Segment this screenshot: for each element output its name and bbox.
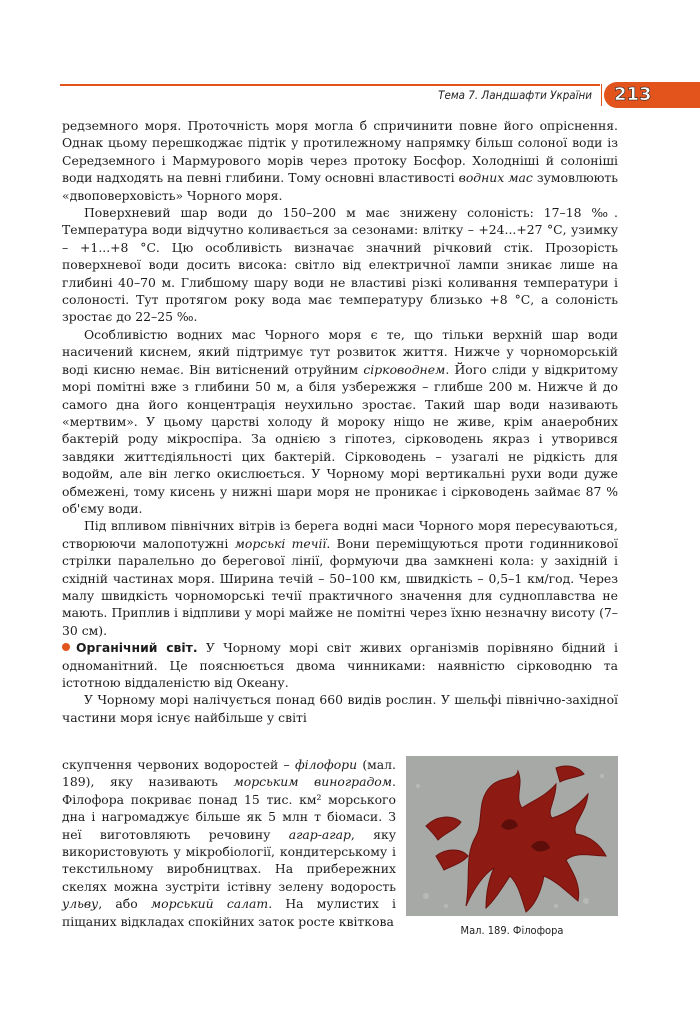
page-number: 213 bbox=[614, 84, 652, 105]
text-run: Під впливом північних вітрів із берега водні маси Чорного моря пересуваються, створюючи малопотужні bbox=[62, 518, 618, 551]
main-text bbox=[62, 117, 618, 726]
italic-term: морським виноградом bbox=[233, 774, 393, 790]
figure-phyllophora bbox=[406, 756, 618, 938]
text-run: редземного моря. Проточність моря могла б спричинити повне його опріснення. Однак цьому перешкоджає підтік у протилежному напрямку більш солоної води із Середземного і Мармурового морів через протоку Босфор. Холодніші й солоніші води надходять на певні глибини. Тому основні властивості bbox=[62, 118, 618, 186]
text-run: , яку використовують у мікробіології, кондитерському і текстильному виробництвах. На прибережних скелях можна зустріти істівну зелену водорость bbox=[62, 826, 396, 894]
body-paragraph bbox=[62, 117, 618, 204]
topic-title: Тема 7. Ландшафти України bbox=[438, 88, 592, 102]
italic-term: ульву bbox=[62, 896, 99, 912]
italic-term: агар-агар bbox=[288, 826, 351, 842]
text-run: зумовлюють «двоповерховість» Чорного моря. bbox=[62, 170, 618, 203]
section-paragraph bbox=[62, 639, 618, 691]
figure-caption: Мал. 189. Філофора bbox=[460, 924, 564, 937]
text-run: скупчення червоних водоростей – bbox=[62, 757, 295, 772]
text-run: . На мулистих і піщаних відкладах спокійних заток росте квіткова bbox=[62, 896, 397, 929]
italic-term: філофори bbox=[294, 757, 358, 772]
paragraph-list bbox=[62, 117, 618, 639]
phyllophora-photo bbox=[406, 756, 618, 916]
text-run: Поверхневий шар води до 150–200 м має знижену солоність: 17–18 ‰. Температура води відчутно коливається за сезонами: влітку – +24...+27 °С, узимку – +1...+8 °С. Цю особливість визначає значний річковий стік. Прозорість поверхневої води досить висока: світло від електричної лампи зникає лише на глибині 40–70 м. Глибшому шару води не властиві різкі коливання температури і солоності. Тут протягом року вода має температуру близько +8 °С, а солоність зростає до 22–25 ‰. bbox=[62, 205, 618, 325]
body-paragraph bbox=[62, 204, 618, 326]
section-text: У Чорному морі світ живих організмів порівняно бідний і одноманітний. Це пояснюється двома чинниками: наявністю сірководню та істотною віддаленістю від Океану. bbox=[62, 640, 618, 690]
text-run: . Вони переміщуються проти годинникової стрілки паралельно до берегової лінії, формуючи два замкнені кола: у західній і східній частинах моря. Ширина течій – 50–100 км, швидкість – 0,5–1 км/год. Через малу швидкість чорноморські течії практичного значення для судноплавства не мають. Приплив і відпливи у морі майже не помітні через їхню незначну висоту (7–30 см). bbox=[62, 535, 618, 638]
flora-paragraph-text bbox=[62, 756, 396, 930]
bullet-icon bbox=[62, 643, 70, 651]
italic-term: морський салат bbox=[150, 896, 269, 912]
italic-term: морські течії bbox=[234, 535, 327, 551]
text-run: . Його сліди у відкритому морі помітні вже з глибини 50 м, а біля узбережжя – глибше 200 м. Нижче й до самого дна його концентрація неухильно зростає. Такий шар води називають «мертвим». У цьому царстві холоду й мороку ніщо не живе, крім анаеробних бактерій роду мікроспіра. За однією з гіпотез, сірководень якраз і утворився завдяки життєдіяльності цих бактерій. Сірководень – узагалі не рідкість для водойм, але він легко окислюється. У Чорному морі вертикальні рухи води дуже обмежені, тому кисень у нижні шари моря не проникає і сірководень займає 87 % об'єму води. bbox=[62, 361, 618, 516]
text-run: (мал. 189), яку називають bbox=[62, 757, 396, 790]
text-run: . Філофора покриває понад 15 тис. км² морського дна і нагромаджує більше як 5 млн т біомаси. З неї виготовляють речовину bbox=[62, 774, 396, 842]
header-divider bbox=[601, 84, 602, 106]
text-run: , або bbox=[98, 896, 151, 912]
header-rule bbox=[60, 84, 600, 86]
body-paragraph bbox=[62, 517, 618, 639]
body-paragraph bbox=[62, 326, 618, 517]
flora-paragraph bbox=[62, 756, 396, 930]
italic-term: сірководнем bbox=[363, 361, 446, 377]
flora-intro: У Чорному морі налічується понад 660 видів рослин. У шельфі північно-західної частини моря існує найбільше у світі bbox=[62, 692, 618, 725]
section-heading: Органічний світ. bbox=[76, 640, 198, 656]
italic-term: водних мас bbox=[458, 170, 533, 186]
text-run: Особливістю водних мас Чорного моря є те, що тільки верхній шар води насичений киснем, який підтримує тут розвиток життя. Нижче у чорноморській воді кисню немає. Він витіснений отруйним bbox=[62, 326, 618, 377]
